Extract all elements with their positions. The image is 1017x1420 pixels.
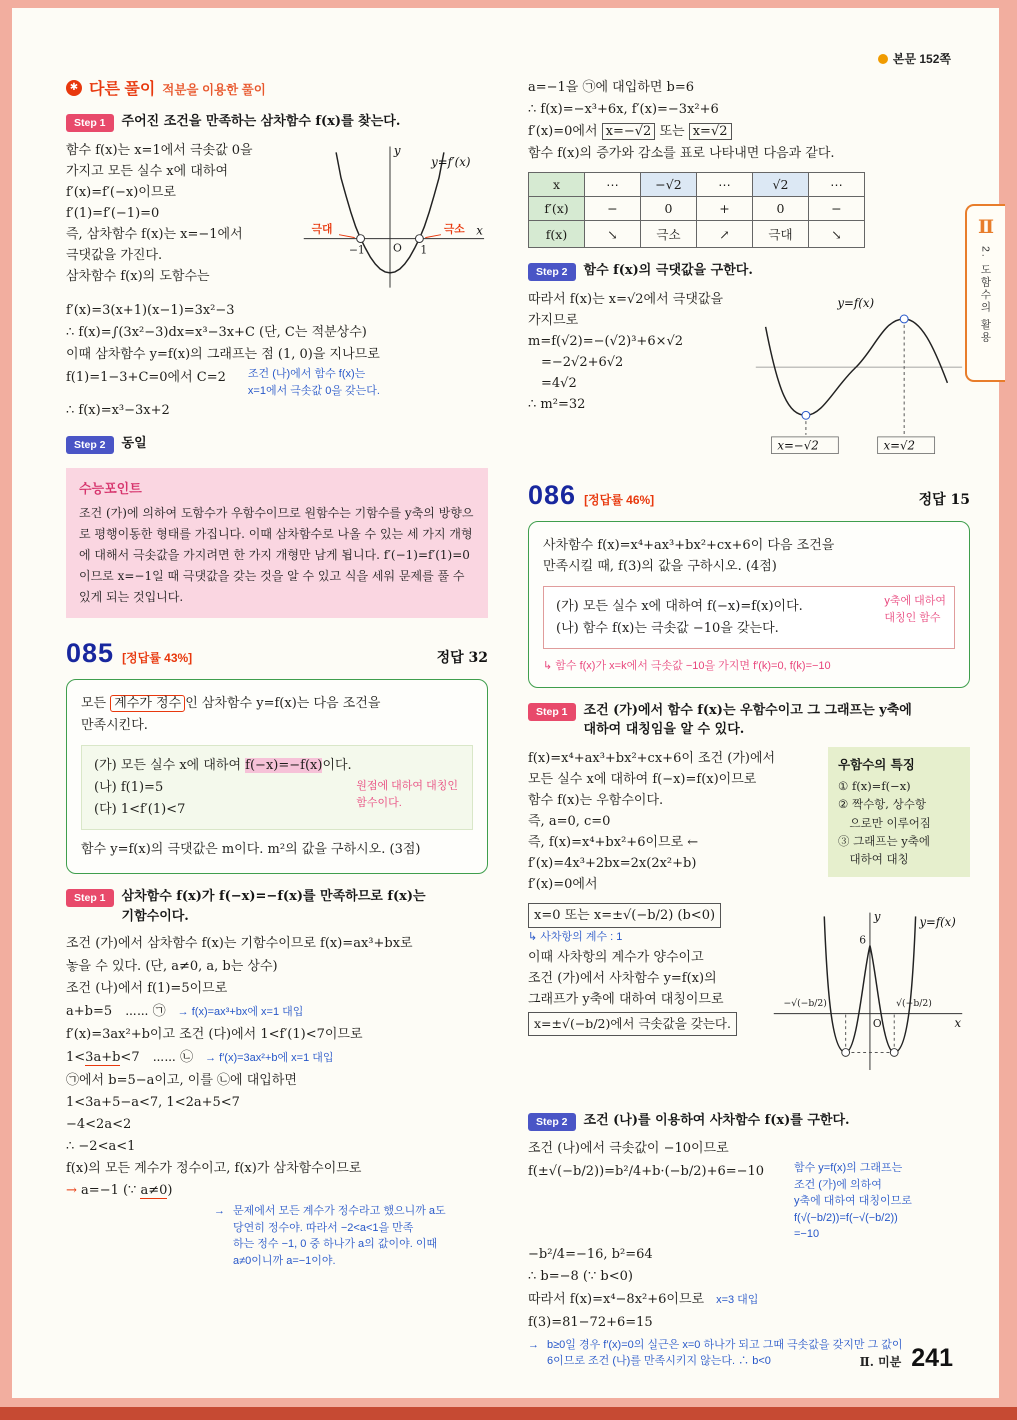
pink-footnote-text: 함수 f(x)가 x=k에서 극솟값 −10을 가지면 f′(k)=0, f(k)=−10 bbox=[555, 660, 831, 673]
question-text: 사차함수 f(x)=x⁴+ax³+bx²+cx+6이 다음 조건을 만족시킬 때, f(3)의 값을 구하시오. (4점) bbox=[543, 538, 835, 575]
equation: a+b=5 ⋯⋯ ㉠ bbox=[66, 1003, 166, 1019]
roots-and-graph-block bbox=[528, 902, 970, 1098]
red-boxed-phrase: 계수가 정수 bbox=[110, 695, 185, 712]
roots-equation: x=0 또는 x=±√(−b/2) (b<0) bbox=[528, 903, 721, 928]
blue-footnote: b≥0일 경우 f′(x)=0의 실근은 x=0 하나가 되고 그때 극솟값을 갖지만 그 값이 6이므로 조건 (나)를 만족시키지 않는다. ∴ b<0 bbox=[547, 1338, 903, 1368]
right-column bbox=[528, 76, 970, 1370]
table-cell: 극소 bbox=[641, 221, 697, 248]
equation-with-note bbox=[528, 1160, 970, 1243]
step1-title: 주어진 조건을 만족하는 삼차함수 f(x)를 찾는다. bbox=[121, 114, 401, 129]
feature-title: 우함수의 특징 bbox=[838, 756, 915, 772]
math-line: ∴ f(x)=x³−3x+2 bbox=[66, 403, 170, 419]
step2-row bbox=[528, 1111, 970, 1131]
x-axis-label: x bbox=[476, 223, 483, 238]
alt-solution-header bbox=[66, 76, 488, 99]
step1-title: 조건 (가)에서 함수 f(x)는 우함수이고 그 그래프는 y축에 대하여 대칭임을 알 수 있다. bbox=[583, 702, 912, 738]
condition-text: (가) 모든 실수 x에 대하여 bbox=[94, 758, 246, 774]
step2-title: 함수 f(x)의 극댓값을 구한다. bbox=[583, 263, 753, 279]
right-root-label: √(−b/2) bbox=[896, 998, 932, 1010]
condition-c: (다) 1<f′(1)<7 bbox=[94, 802, 186, 818]
solution-line: ㉠에서 b=5−a이고, 이를 ㉡에 대입하면 bbox=[66, 1072, 297, 1088]
condition-b: (나) f(1)=5 bbox=[94, 780, 164, 796]
conditions-box bbox=[81, 745, 473, 830]
step1-badge: Step 1 bbox=[528, 703, 576, 721]
table-row bbox=[529, 173, 865, 197]
chapter-label: 2. 도함수의 활용 bbox=[979, 246, 992, 344]
annotation-text: 사차항의 계수 : 1 bbox=[540, 931, 623, 944]
answer-value: 정답 15 bbox=[918, 492, 970, 509]
solution-line: −b²/4=−16, b²=64 bbox=[528, 1246, 653, 1262]
footer-section: Ⅱ. 미분 bbox=[859, 1355, 902, 1369]
equation-part: a=−1 (∵ bbox=[81, 1182, 141, 1198]
curve-label: y=f′(x) bbox=[431, 155, 471, 170]
solution-line: 조건 (나)에서 극솟값이 −10이므로 bbox=[528, 1141, 729, 1157]
answer-rate: [정답률 46%] bbox=[584, 493, 655, 508]
question-text: 모든 bbox=[81, 696, 111, 712]
table-cell: − bbox=[585, 197, 641, 221]
equation-with-note bbox=[66, 1000, 488, 1023]
blue-arrow-icon: → bbox=[528, 1338, 539, 1351]
page-ref-badge bbox=[878, 50, 951, 67]
result-line bbox=[66, 1180, 488, 1201]
equation: f(±√(−b/2))=b²/4+b·(−b/2)+6=−10 bbox=[528, 1164, 765, 1180]
question-ask: 함수 y=f(x)의 극댓값은 m이다. m²의 값을 구하시오. (3점) bbox=[81, 842, 421, 858]
step2-title: 동일 bbox=[121, 436, 147, 452]
solution-line: f(x)의 모든 계수가 정수이고, f(x)가 삼차함수이므로 bbox=[66, 1160, 362, 1176]
solution-line: ∴ −2<a<1 bbox=[66, 1138, 136, 1154]
local-min-label: 극소 bbox=[443, 223, 465, 236]
curve-label: y=f(x) bbox=[837, 296, 875, 311]
y-intercept-label: 6 bbox=[859, 933, 867, 947]
one-label: 1 bbox=[420, 243, 428, 257]
table-cell: ⋯ bbox=[697, 173, 753, 197]
step2-title: 조건 (나)를 이용하여 사차함수 f(x)를 구한다. bbox=[583, 1113, 850, 1129]
math-line: f′(x)=3(x+1)(x−1)=3x²−3 bbox=[66, 303, 235, 318]
step1-row bbox=[66, 112, 488, 132]
cubic-graph bbox=[744, 288, 970, 460]
footer-page-number: 241 bbox=[911, 1344, 953, 1372]
max-calc-lines: 따라서 f(x)는 x=√2에서 극댓값을 가지므로 m=f(√2)=−(√2)³+6×√2 =−2√2+6√2 =4√2 ∴ m²=32 bbox=[528, 292, 724, 413]
blue-annotation: 조건 (나)에서 함수 f(x)는 x=1에서 극솟값 0을 갖는다. bbox=[247, 368, 380, 397]
bottom-red-strip bbox=[0, 1407, 1017, 1420]
pink-annotation: 원점에 대하여 대칭인 함수이다. bbox=[356, 780, 458, 809]
exam-point-title: 수능포인트 bbox=[79, 481, 142, 497]
x-axis-label: x bbox=[954, 1016, 962, 1031]
table-cell: √2 bbox=[753, 173, 809, 197]
max-calc-with-graph bbox=[528, 288, 970, 460]
underlined-term: a≠0 bbox=[140, 1182, 168, 1198]
alt-paragraph: 함수 f(x)는 x=1에서 극솟값 0을 가지고 모든 실수 x에 대하여 f′(x)=f′(−x)이므로 f′(1)=f′(−1)=0 즉, 삼차함수 f(x)는 x=−1에서 극댓값을 가진다. 삼차함수 f(x)의 도함수는 bbox=[66, 143, 253, 285]
table-cell: ↗ bbox=[697, 221, 753, 248]
blue-annotation: → f′(x)=3ax²+b에 x=1 대입 bbox=[205, 1051, 334, 1064]
increase-decrease-table bbox=[528, 172, 865, 248]
equation-with-note bbox=[66, 1046, 488, 1069]
problem-085-box bbox=[66, 679, 488, 874]
condition-a: (가) 모든 실수 x에 대하여 f(−x)=f(x)이다. bbox=[556, 599, 803, 615]
step2-badge: Step 2 bbox=[528, 263, 576, 281]
solution-line: ∴ f(x)=−x³+6x, f′(x)=−3x²+6 bbox=[528, 102, 719, 118]
question-line: 만족시킨다. bbox=[81, 718, 148, 734]
left-column bbox=[66, 76, 488, 1269]
solution-line: 1<3a+5−a<7, 1<2a+5<7 bbox=[66, 1094, 240, 1110]
line-with-note bbox=[66, 366, 488, 399]
equation-with-note bbox=[528, 1288, 970, 1311]
page-footer bbox=[860, 1344, 953, 1373]
problem-number: 085 bbox=[66, 638, 115, 669]
condition-b: (나) 함수 f(x)는 극솟값 −10을 갖는다. bbox=[556, 621, 779, 637]
chapter-roman: Ⅱ bbox=[977, 216, 994, 238]
left-root-label: −√(−b/2) bbox=[783, 998, 827, 1010]
roots-text-column bbox=[528, 902, 758, 1037]
condition-a bbox=[94, 755, 460, 776]
solution-line: 조건 (가)에서 삼차함수 f(x)는 기함수이므로 f(x)=ax³+bx로 bbox=[66, 936, 413, 952]
step1-title: 삼차함수 f(x)가 f(−x)=−f(x)를 만족하므로 f(x)는 기함수이다. bbox=[121, 889, 426, 924]
table-cell: + bbox=[697, 197, 753, 221]
boxed-root: x=−√2 bbox=[602, 123, 656, 140]
blue-annotation: → f(x)=ax³+bx에 x=1 대입 bbox=[177, 1005, 304, 1018]
table-cell: −√2 bbox=[641, 173, 697, 197]
ref-text: 본문 152쪽 bbox=[892, 52, 951, 66]
question-line bbox=[81, 693, 473, 714]
equation-part: f′(x)=0에서 bbox=[528, 124, 602, 140]
problem-086-header bbox=[528, 480, 970, 511]
blue-annotation: 함수 y=f(x)의 그래프는 조건 (가)에 의하여 y축에 대하여 대칭이므로 f(√(−b/2))=f(−√(−b/2)) =−10 bbox=[794, 1162, 912, 1241]
red-arrow-icon: → bbox=[66, 1182, 77, 1198]
chapter-side-tab bbox=[965, 204, 1005, 382]
exam-point-box bbox=[66, 468, 488, 618]
equation: 따라서 f(x)=x⁴−8x²+6이므로 bbox=[528, 1291, 705, 1307]
table-cell: ⋯ bbox=[585, 173, 641, 197]
alt-solution-title: 다른 풀이 bbox=[89, 81, 156, 98]
hook-arrow-icon: ↳ bbox=[543, 660, 553, 673]
table-cell: 극대 bbox=[753, 221, 809, 248]
solution-line: a=−1을 ㉠에 대입하면 b=6 bbox=[528, 80, 695, 95]
problem-number: 086 bbox=[528, 480, 577, 511]
table-cell: ↘ bbox=[585, 221, 641, 248]
math-line: ∴ f(x)=∫(3x²−3)dx=x³−3x+C (단, C는 적분상수) bbox=[66, 325, 367, 341]
equation-part: 1< bbox=[66, 1049, 86, 1065]
equation bbox=[66, 1047, 193, 1068]
step1-row bbox=[528, 701, 970, 740]
table-cell: − bbox=[809, 197, 865, 221]
step1-badge: Step 1 bbox=[66, 114, 114, 132]
solution-line: 함수 f(x)의 증가와 감소를 표로 나타내면 다음과 같다. bbox=[528, 146, 835, 162]
table-cell: ⋯ bbox=[809, 173, 865, 197]
alt-body-with-graph bbox=[66, 139, 488, 299]
table-row bbox=[529, 197, 865, 221]
symmetry-lines: 이때 사차항의 계수가 양수이고 조건 (가)에서 사차함수 y=f(x)의 그래프가 y축에 대하여 대칭이므로 bbox=[528, 949, 724, 1007]
equation-part: <7 ⋯⋯ ㉡ bbox=[120, 1049, 194, 1065]
equation-part: 또는 bbox=[655, 124, 689, 140]
hook-arrow-icon: ↳ bbox=[528, 931, 538, 944]
derivative-parabola-graph bbox=[292, 139, 488, 299]
solution-line: ∴ b=−8 (∵ b<0) bbox=[528, 1268, 633, 1284]
blue-arrow-icon: → bbox=[214, 1205, 225, 1218]
star-circle-icon: ✱ bbox=[66, 80, 82, 96]
feature-items: ① f(x)=f(−x) ② 짝수항, 상수항 으로만 이루어짐 ③ 그래프는 y축에 대하여 대칭 bbox=[838, 778, 931, 867]
minus-one-label: −1 bbox=[348, 243, 365, 257]
even-function-block bbox=[528, 747, 970, 896]
step2-row bbox=[66, 434, 488, 454]
orange-dot-icon bbox=[878, 54, 888, 64]
origin-label: O bbox=[872, 1017, 882, 1031]
solution-line: 놓을 수 있다. (단, a≠0, a, b는 상수) bbox=[66, 958, 278, 974]
blue-annotation: x=3 대입 bbox=[716, 1293, 759, 1306]
exam-point-body: 조건 (가)에 의하여 도함수가 우함수이므로 원함수는 기함수를 y축의 방향으로 평행이동한 형태를 가집니다. 이때 삼차함수로 나올 수 있는 세 가지 개형에 대해서 극솟값을 가지려면 한 가지 개형만 남게 됩니다. f′(−1)=f′(1)=0이므로 x=−1일 때 극댓값을 갖는 것을 알 수 있고 식을 세워 문제를 풀 수 있게 되는 것입니다. bbox=[79, 506, 474, 605]
solution-line bbox=[528, 121, 970, 142]
even-function-feature-box bbox=[828, 747, 970, 877]
math-line: f(1)=1−3+C=0에서 C=2 bbox=[66, 370, 226, 386]
table-cell: 0 bbox=[753, 197, 809, 221]
table-cell: f(x) bbox=[529, 221, 585, 248]
table-cell: x bbox=[529, 173, 585, 197]
x-max-label: x=√2 bbox=[883, 438, 916, 453]
solution-line: f′(x)=3ax²+b이고 조건 (다)에서 1<f′(1)<7이므로 bbox=[66, 1026, 363, 1042]
solution-line: 조건 (나)에서 f(1)=5이므로 bbox=[66, 980, 228, 996]
pink-annotation: y축에 대하여 대칭인 함수 bbox=[884, 595, 946, 624]
y-axis-label: y bbox=[873, 909, 881, 924]
step1-badge: Step 1 bbox=[66, 889, 114, 907]
min-conclusion: x=±√(−b/2)에서 극솟값을 갖는다. bbox=[528, 1012, 737, 1036]
local-max-label: 극대 bbox=[311, 223, 333, 236]
table-cell: ↘ bbox=[809, 221, 865, 248]
question-text: 인 삼차함수 y=f(x)는 다음 조건을 bbox=[185, 696, 381, 712]
origin-label: O bbox=[392, 241, 402, 255]
blue-footnote: 문제에서 모든 계수가 정수라고 했으니까 a도 당연히 정수야. 따라서 −2<a<1을 만족 하는 정수 −1, 0 중 하나가 a의 값이야. 이때 a≠0이니까 a=−1이야. bbox=[233, 1205, 446, 1267]
table-row bbox=[529, 221, 865, 248]
solution-lines: f(x)=x⁴+ax³+bx²+cx+6이 조건 (가)에서 모든 실수 x에 대하여 f(−x)=f(x)이므로 함수 f(x)는 우함수이다. 즉, a=0, c=0 즉, f(x)=x⁴+bx²+6이므로 ← f′(x)=4x³+2bx=2x(2x²+b) f′(x)=0에서 bbox=[528, 750, 776, 893]
solution-line: −4<2a<2 bbox=[66, 1116, 132, 1132]
quartic-graph bbox=[766, 902, 970, 1098]
table-cell: f′(x) bbox=[529, 197, 585, 221]
blue-annotation bbox=[528, 929, 758, 946]
curve-label: y=f(x) bbox=[919, 915, 956, 930]
problem-086-box bbox=[528, 521, 970, 688]
x-min-label: x=−√2 bbox=[777, 438, 819, 453]
highlighted-formula: f(−x)=−f(x) bbox=[245, 758, 323, 774]
pink-footnote bbox=[543, 658, 955, 675]
condition-text: 이다. bbox=[322, 758, 352, 774]
footnote-row bbox=[214, 1203, 488, 1269]
math-line: 이때 삼차함수 y=f(x)의 그래프는 점 (1, 0)을 지나므로 bbox=[66, 347, 380, 363]
equation-part: ) bbox=[167, 1182, 173, 1198]
step2-badge: Step 2 bbox=[528, 1113, 576, 1131]
underlined-term: 3a+b bbox=[85, 1049, 121, 1065]
answer-rate: [정답률 43%] bbox=[122, 651, 193, 666]
step2-row bbox=[528, 261, 970, 281]
answer-value: 정답 32 bbox=[436, 650, 488, 667]
alt-solution-subtitle: 적분을 이용한 풀이 bbox=[162, 83, 266, 97]
boxed-root: x=√2 bbox=[689, 123, 732, 140]
conditions-box bbox=[543, 586, 955, 649]
step2-badge: Step 2 bbox=[66, 436, 114, 454]
result-line: f(3)=81−72+6=15 bbox=[528, 1314, 653, 1330]
step1-row bbox=[66, 887, 488, 926]
y-axis-label: y bbox=[393, 143, 401, 158]
table-cell: 0 bbox=[641, 197, 697, 221]
problem-085-header bbox=[66, 638, 488, 669]
